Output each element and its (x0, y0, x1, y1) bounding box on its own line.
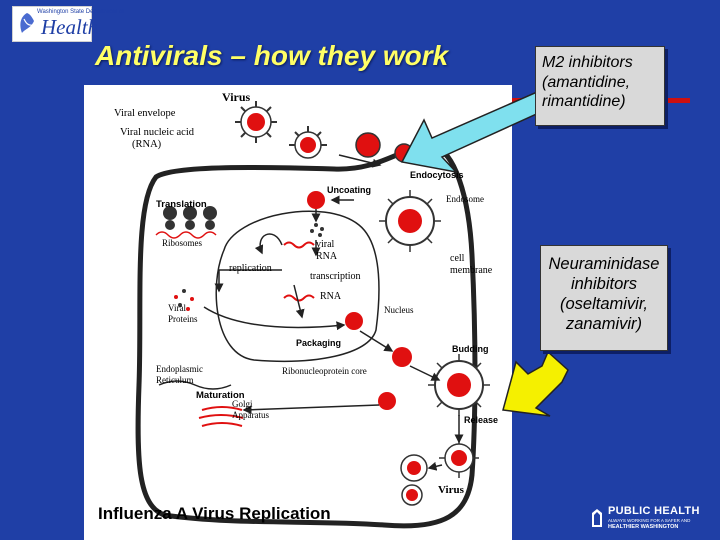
logo-health-text: Health (41, 15, 99, 39)
label-nucleus: Nucleus (384, 305, 414, 315)
public-health-tagline-1: ALWAYS WORKING FOR A SAFER AND (608, 518, 691, 523)
label-viral-nucleic-acid: Viral nucleic acid (120, 127, 194, 138)
label-maturation: Maturation (196, 390, 245, 401)
public-health-tagline-2: HEALTHIER WASHINGTON (608, 524, 679, 530)
diagram-caption: Influenza A Virus Replication (98, 504, 331, 523)
label-reticulum: Reticulum (156, 375, 194, 385)
label-rna: RNA (320, 291, 342, 302)
label-cell: cell (450, 253, 465, 264)
label-replication: replication (229, 263, 272, 274)
neuraminidase-line4: zanamivir) (565, 315, 643, 334)
public-health-logo (590, 505, 700, 535)
label-virus-top: Virus (222, 90, 251, 104)
label-endocytosis: Endocytosis (410, 170, 464, 180)
label-viral-envelope: Viral envelope (114, 108, 176, 119)
label-viral-proteins-1: Viral (168, 303, 186, 313)
label-budding: Budding (452, 344, 489, 354)
label-ribonucleoprotein: Ribonucleoprotein core (282, 366, 367, 376)
label-rna-paren: (RNA) (132, 139, 162, 150)
public-health-mark-icon (590, 507, 604, 529)
label-endoplasmic: Endoplasmic (156, 364, 203, 374)
label-viral-proteins-2: Proteins (168, 314, 198, 324)
neuraminidase-line1: Neuraminidase (548, 255, 660, 273)
label-uncoating: Uncoating (327, 185, 371, 195)
m2-line1: M2 inhibitors (542, 54, 633, 71)
label-endosome: Endosome (446, 194, 484, 204)
neuraminidase-inhibitors-callout (540, 245, 668, 351)
neuraminidase-line3: (oseltamivir, (559, 295, 649, 314)
label-packaging: Packaging (296, 338, 342, 348)
m2-inhibitors-callout (535, 46, 665, 126)
label-viral-rna: RNA (316, 251, 338, 262)
neuraminidase-arrow (503, 352, 568, 416)
slide-title: Antivirals – how they work (95, 40, 449, 71)
label-apparatus: Apparatus (232, 410, 269, 420)
label-golgi: Golgi (232, 399, 253, 409)
label-transcription: transcription (310, 271, 361, 282)
m2-line2: (amantidine, (542, 73, 631, 91)
neuraminidase-line2: inhibitors (570, 275, 638, 294)
label-ribosomes: Ribosomes (162, 238, 203, 248)
label-virus-bottom: Virus (438, 484, 464, 496)
public-health-text: PUBLIC HEALTH (608, 505, 700, 517)
label-translation: Translation (156, 199, 207, 210)
logo-small-text: Washington State Department of (37, 9, 124, 15)
m2-line3: rimantidine) (542, 93, 626, 111)
label-release: Release (464, 415, 499, 425)
label-viral: viral (316, 239, 335, 250)
label-membrane: membrane (450, 265, 493, 276)
